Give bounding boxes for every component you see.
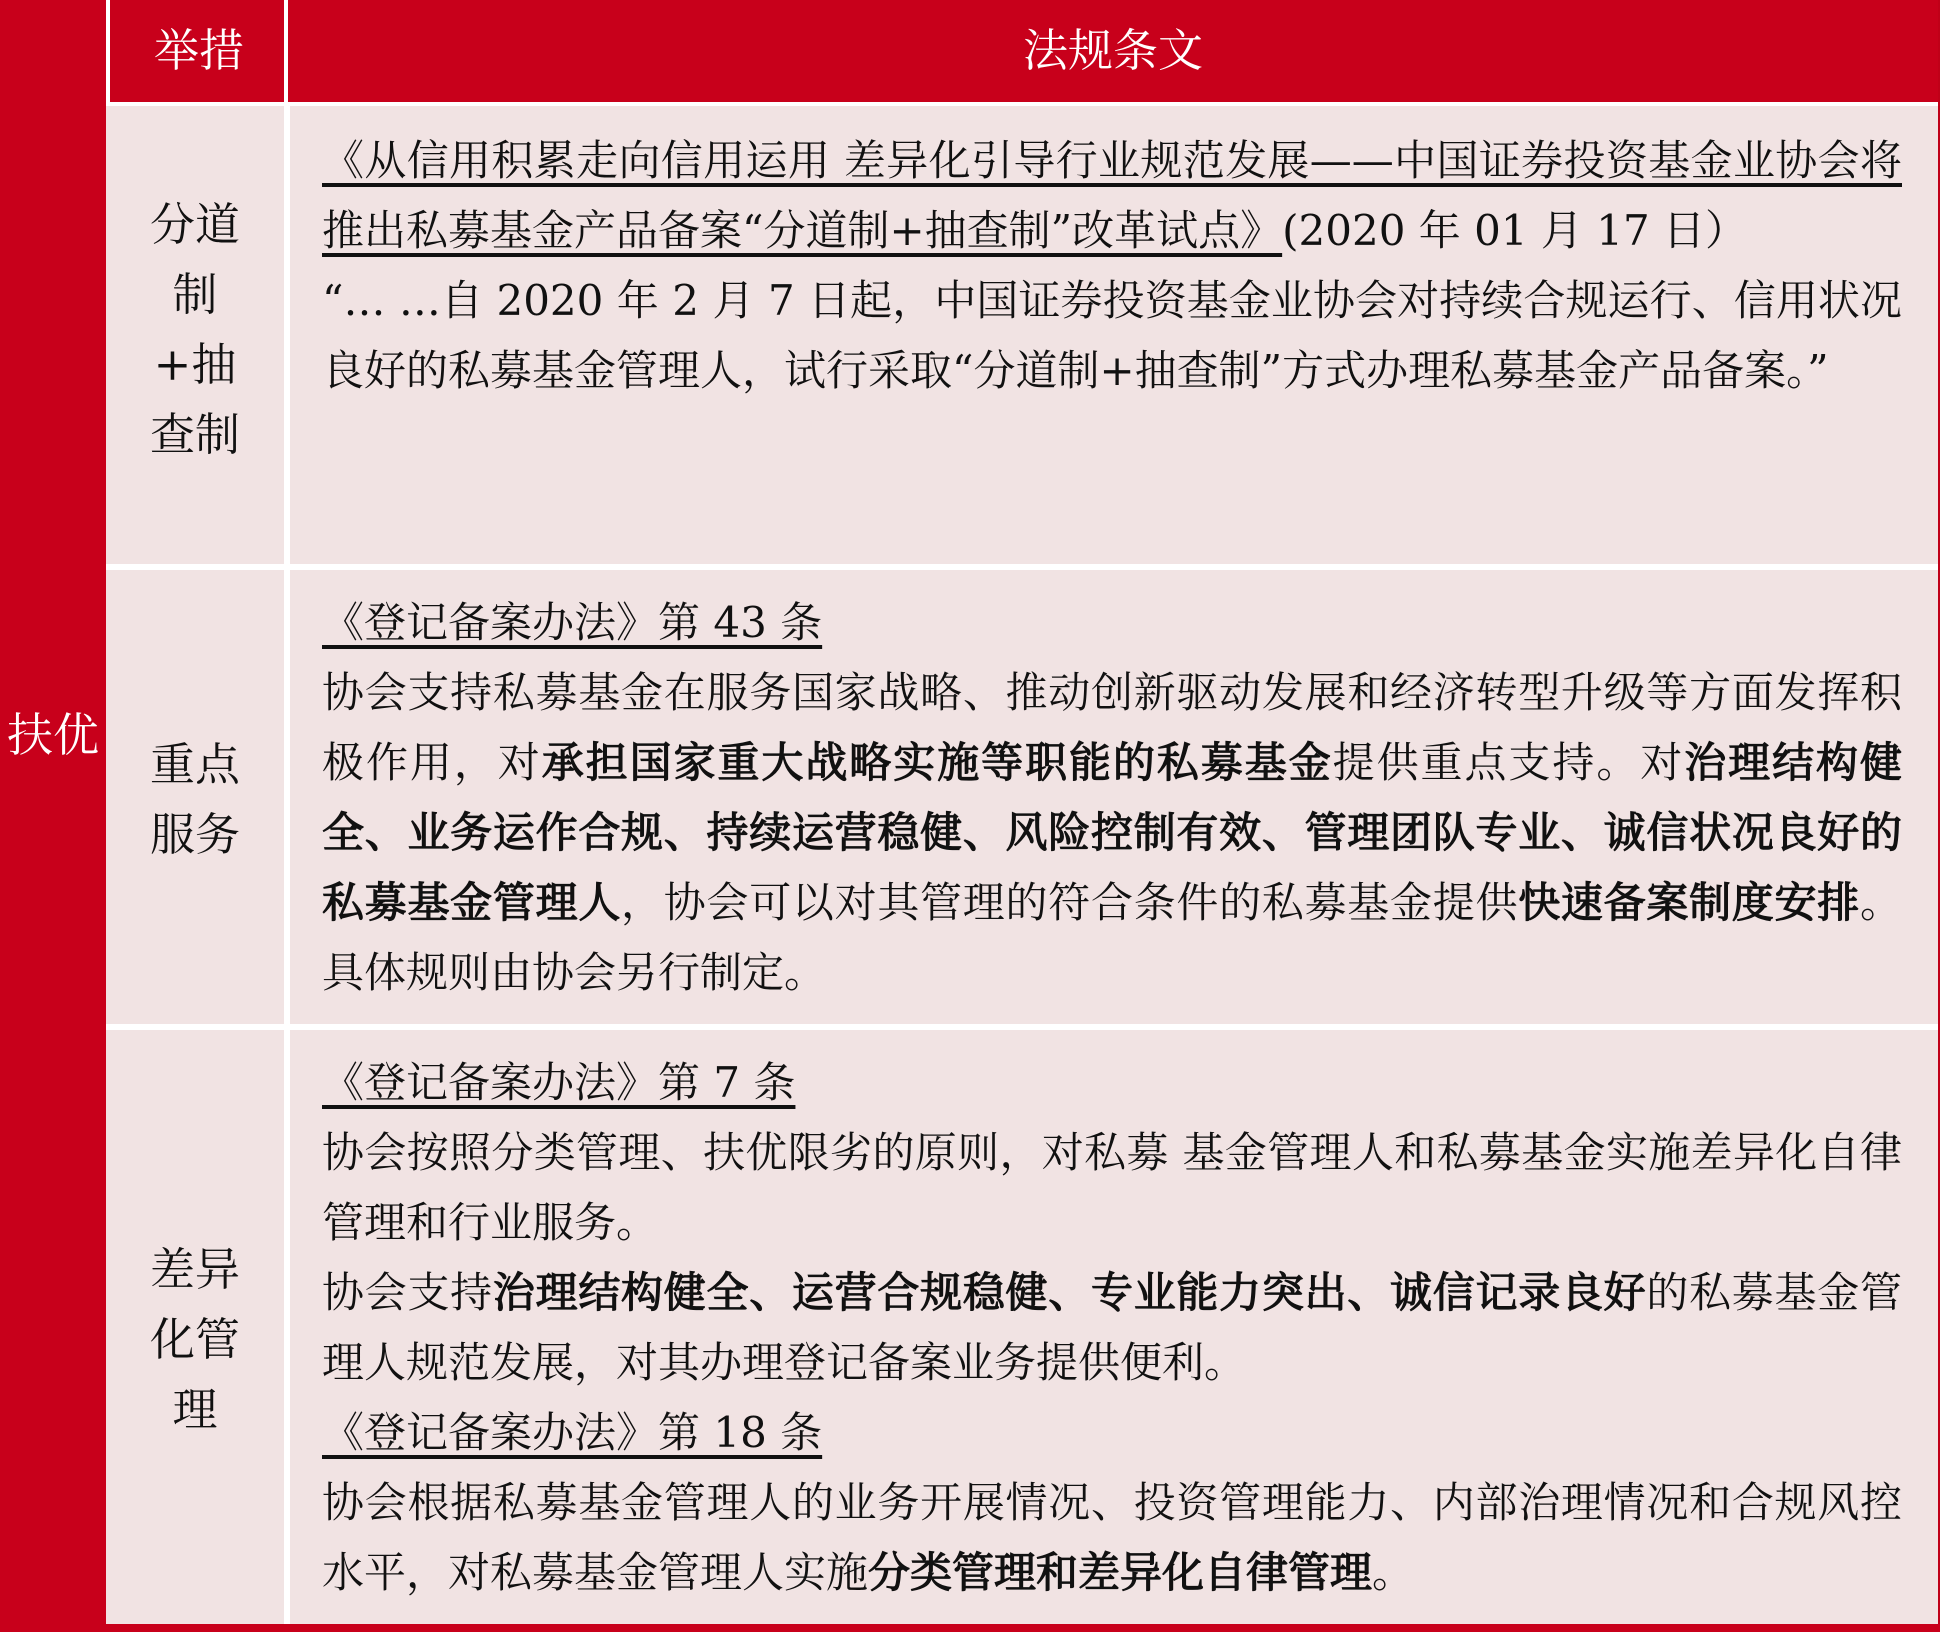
regulation-text <box>322 658 1902 1008</box>
text-run: 。具体规则由协会另行制定。 <box>322 878 1902 997</box>
bold-text: 治理结构健全、业务运作合规、持续运营稳健、风险控制有效、管理团队专业、诚信状况良好的私募基金管理人 <box>322 738 1902 927</box>
citation-title: 《登记备案办法》第 7 条 <box>322 1058 796 1107</box>
measure-cell <box>108 140 282 520</box>
citation-date: (2020 年 01 月 17 日） <box>1282 206 1748 255</box>
bold-text: 分类管理和差异化自律管理 <box>868 1548 1373 1597</box>
regulation-text <box>322 1258 1902 1398</box>
category-column <box>0 0 106 1632</box>
citation-title: 《从信用积累走向信用运用 差异化引导行业规范发展——中国证券投资基金业协会将推出私募基金产品备案“分道制+抽查制”改革试点》 <box>322 136 1902 255</box>
table-header <box>106 0 1938 102</box>
measure-label: 重点服务 <box>149 738 240 861</box>
citation-title: 《登记备案办法》第 43 条 <box>322 598 823 647</box>
header-regulation: 法规条文 <box>1022 24 1203 77</box>
text-run: ，协会可以对其管理的符合条件的私募基金提供 <box>621 878 1519 927</box>
regulation-text: “… …自 2020 年 2 月 7 日起，中国证券投资基金业协会对持续合规运行、信用状况良好的私募基金管理人，试行采取“分道制+抽查制”方式办理私募基金产品备案。” <box>322 276 1902 395</box>
citation-title: 《登记备案办法》第 18 条 <box>322 1408 823 1457</box>
header-measure: 举措 <box>153 24 244 77</box>
category-label: 扶优 <box>7 708 99 762</box>
regulation-cell <box>322 588 1902 1008</box>
bold-text: 快速备案制度安排 <box>1518 878 1860 927</box>
measure-label: 差异化管理 <box>149 1243 240 1436</box>
text-run: 。 <box>1372 1548 1415 1597</box>
measure-cell <box>108 1230 282 1450</box>
text-run: 的私募基金管理人规范发展，对其办理登记备案业务提供便利。 <box>322 1268 1902 1387</box>
text-run: 协会根据私募基金管理人的业务开展情况、投资管理能力、内部治理情况和合规风控水平，对私募基金管理人实施 <box>322 1478 1902 1597</box>
regulation-cell <box>322 126 1902 406</box>
regulation-text <box>322 1468 1902 1608</box>
text-run: 协会支持 <box>322 1268 493 1317</box>
regulation-text: 协会按照分类管理、扶优限劣的原则，对私募 基金管理人和私募基金实施差异化自律管理和行业服务。 <box>322 1128 1902 1247</box>
measure-cell <box>108 720 282 880</box>
text-run: 提供重点支持。对 <box>1332 738 1685 787</box>
bold-text: 治理结构健全、运营合规稳健、专业能力突出、诚信记录良好 <box>492 1268 1647 1317</box>
column-divider <box>284 106 290 1624</box>
regulation-cell <box>322 1048 1902 1608</box>
bold-text: 承担国家重大战略实施等职能的私募基金 <box>541 738 1333 787</box>
text-run: 协会支持私募基金在服务国家战略、推动创新驱动发展和经济转型升级等方面发挥积极作用，对 <box>322 668 1902 787</box>
table-bottom-rule <box>106 1624 1940 1632</box>
measure-label: 分道制+抽查制 <box>149 198 240 461</box>
